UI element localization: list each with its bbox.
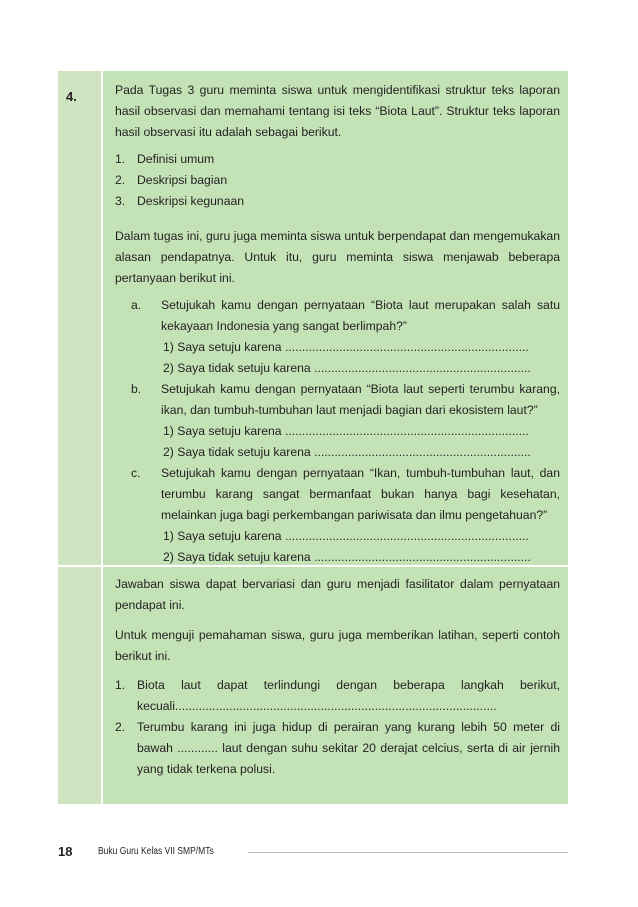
exercise-list	[115, 675, 560, 780]
question-a: a. Setujukah kamu dengan pernyataan “Biota laut merupakan salah satu kekayaan Indonesia yang sangat berlimpah?”	[131, 298, 560, 333]
answer-line: 1) Saya setuju karena ........................................................................	[163, 424, 529, 438]
paragraph: Untuk menguji pemahaman siswa, guru juga memberikan latihan, seperti contoh berikut ini.	[115, 628, 560, 663]
page-footer	[58, 840, 568, 862]
answer-line: 2) Saya tidak setuju karena ................................................................	[163, 445, 531, 459]
question-b: b. Setujukah kamu dengan pernyataan “Biota laut seperti terumbu karang, ikan, dan tumbuh-tumbuhan laut menjadi bagian dari ekosistem laut?”	[131, 382, 560, 417]
answer-line: 1) Saya setuju karena ........................................................................	[163, 340, 529, 354]
answer-line: 2) Saya tidak setuju karena ................................................................	[163, 361, 531, 375]
paragraph: Jawaban siswa dapat bervariasi dan guru menjadi fasilitator dalam pernyataan pendapat ini.	[115, 577, 560, 612]
page-number: 18	[58, 843, 73, 859]
task-paragraph: Dalam tugas ini, guru juga meminta siswa untuk berpendapat dan mengemukakan alasan pendapatnya. Untuk itu, guru meminta siswa menjawab beberapa pertanyaan berikut ini.	[115, 229, 560, 285]
list-item: 1. Biota laut dapat terlindungi dengan beberapa langkah berikut, kecuali...............................................................................................	[115, 678, 560, 713]
list-item: 3. Deskripsi kegunaan	[115, 194, 245, 208]
number-cell	[58, 567, 103, 804]
content-cell	[103, 71, 568, 565]
book-title: Buku Guru Kelas VII SMP/MTs	[98, 845, 214, 857]
list-item: 1. Definisi umum	[115, 152, 215, 166]
footer-rule	[248, 852, 568, 853]
list-item: 2. Terumbu karang ini juga hidup di perairan yang kurang lebih 50 meter di bawah ............ laut dengan suhu sekitar 20 derajat celcius, serta di air jernih yang tidak terkena polusi.	[115, 720, 560, 776]
table-row	[58, 565, 568, 804]
content-table	[58, 71, 568, 804]
number-cell	[58, 71, 103, 565]
question-c: c. Setujukah kamu dengan pernyataan “Ikan, tumbuh-tumbuhan laut, dan terumbu karang sangat bermanfaat bukan hanya bagi kesehatan, melainkan juga bagi perkembangan pariwisata dan ilmu pengetahuan?”	[131, 466, 560, 522]
answer-line: 1) Saya setuju karena ........................................................................	[163, 529, 529, 543]
table-row	[58, 71, 568, 565]
row-number: 4.	[66, 89, 77, 104]
content-cell	[103, 567, 568, 804]
intro-paragraph: Pada Tugas 3 guru meminta siswa untuk mengidentifikasi struktur teks laporan hasil observasi dan memahami tentang isi teks “Biota Laut”. Struktur teks laporan hasil observasi itu adalah sebagai berikut.	[115, 83, 560, 139]
structure-list	[115, 149, 560, 212]
answer-line: 2) Saya tidak setuju karena ................................................................	[163, 550, 531, 564]
list-item: 2. Deskripsi bagian	[115, 173, 228, 187]
